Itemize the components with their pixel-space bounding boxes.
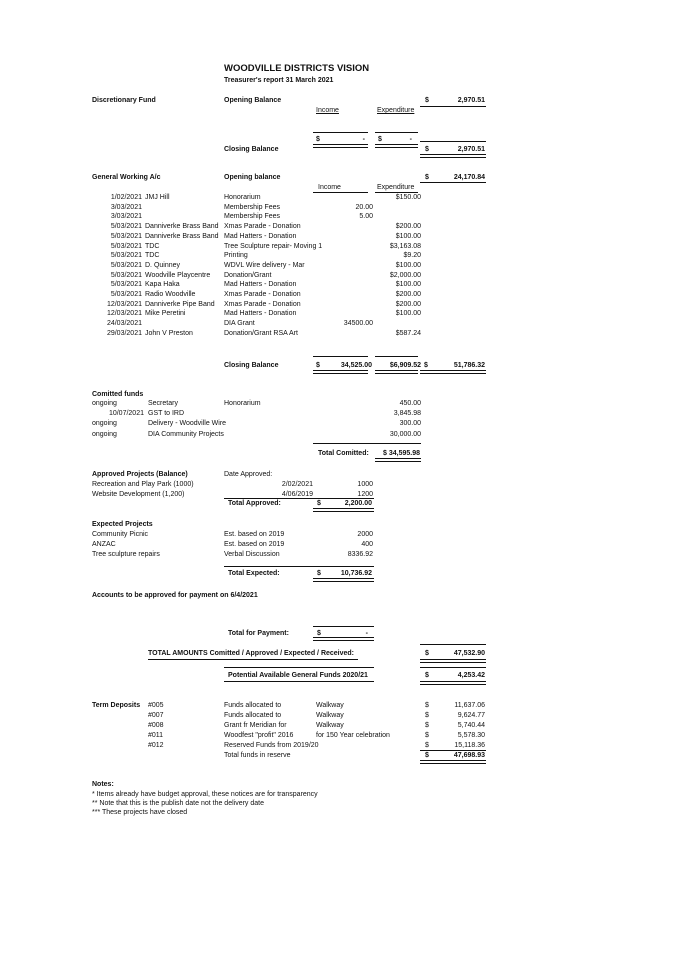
deposit-code: #007 [148, 712, 164, 719]
potential-value: 4,253.42 [457, 672, 485, 679]
expected-project: ANZAC [92, 541, 116, 548]
ledger-date: 12/03/2021 [106, 300, 142, 308]
divider [375, 132, 418, 133]
deposit-purpose: Walkway [316, 702, 344, 709]
divider [420, 370, 486, 374]
general-closing-income-currency: $ [316, 362, 320, 369]
ledger-expenditure: $100.00 [395, 232, 421, 240]
deposit-code: #011 [148, 732, 164, 739]
ledger-description: Xmas Parade - Donation [224, 223, 301, 231]
deposit-description: Woodfest "profit" 2016 [224, 732, 294, 739]
discretionary-closing-value: 2,970.51 [457, 146, 485, 153]
note-item: * Items already have budget approval, these notices are for transparency [92, 791, 318, 798]
ledger-description: Xmas Parade - Donation [224, 291, 301, 298]
approved-date-header: Date Approved: [224, 471, 273, 478]
ledger-expenditure: $587.24 [395, 329, 421, 337]
divider [375, 370, 418, 374]
general-closing-income: 34,525.00 [340, 362, 372, 369]
deposit-amount: 5,578.30 [457, 732, 485, 739]
expected-basis: Est. based on 2019 [224, 541, 285, 548]
deposit-currency: $ [425, 742, 429, 749]
ledger-date: 5/03/2021 [110, 223, 142, 231]
note-item: ** Note that this is the publish date not the delivery date [92, 800, 264, 807]
ledger-description: Mad Hatters - Donation [224, 281, 297, 289]
accounts-label: Accounts to be approved for payment on 6/4/2021 [92, 592, 258, 599]
deposit-currency: $ [425, 712, 429, 719]
ledger-date: 1/02/2021 [110, 194, 142, 201]
committed-when: ongoing [92, 420, 117, 428]
expected-basis: Est. based on 2019 [224, 531, 285, 538]
divider [375, 356, 418, 357]
deposit-code: #012 [148, 742, 164, 749]
divider [313, 578, 374, 582]
approved-date: 2/02/2021 [281, 481, 313, 488]
payment-total-label: Total for Payment: [228, 630, 289, 637]
discretionary-closing-label: Closing Balance [224, 146, 279, 153]
discretionary-opening-currency: $ [425, 97, 429, 104]
reserve-total-currency: $ [425, 752, 429, 759]
discretionary-closing-currency: $ [425, 146, 429, 153]
ledger-expenditure: $200.00 [395, 223, 421, 231]
ledger-date: 12/03/2021 [106, 310, 142, 318]
divider [420, 681, 486, 685]
ledger-expenditure: $200.00 [395, 300, 421, 308]
divider [313, 637, 374, 641]
general-opening-value: 24,170.84 [453, 174, 485, 181]
ledger-party: Radio Woodville [145, 291, 196, 298]
ledger-party: Kapa Haka [145, 281, 180, 289]
report-subtitle: Treasurer's report 31 March 2021 [224, 77, 334, 84]
note-item: *** These projects have closed [92, 809, 188, 816]
discretionary-label: Discretionary Fund [92, 97, 156, 104]
ledger-party: John V Preston [145, 329, 193, 337]
ledger-description: Mad Hatters - Donation [224, 232, 297, 240]
deposit-description: Grant fr Meridian for [224, 722, 287, 729]
committed-amount: 300.00 [399, 420, 421, 428]
discretionary-income-total: - [362, 136, 365, 143]
discretionary-income-currency: $ [316, 136, 320, 143]
approved-total-currency: $ [317, 500, 321, 507]
ledger-date: 5/03/2021 [110, 232, 142, 240]
deposit-amount: 11,637.06 [454, 702, 485, 709]
discretionary-opening-value: 2,970.51 [457, 97, 485, 104]
divider [224, 667, 374, 668]
payment-total-currency: $ [317, 630, 321, 637]
ledger-date: 5/03/2021 [110, 252, 142, 260]
ledger-description: Tree Sculpture repair- Moving 1 [224, 242, 323, 250]
ledger-expenditure: $9.20 [403, 252, 421, 260]
ledger-description: Mad Hatters - Donation [224, 310, 297, 318]
discretionary-expenditure-currency: $ [378, 136, 382, 143]
expected-amount: 8336.92 [347, 551, 373, 558]
committed-when: ongoing [92, 400, 117, 407]
ledger-description: Membership Fees [224, 203, 281, 211]
deposit-description: Funds allocated to [224, 702, 282, 709]
deposit-description: Funds allocated to [224, 712, 282, 719]
deposit-code: #008 [148, 722, 164, 729]
ledger-date: 5/03/2021 [110, 291, 142, 298]
expected-label: Expected Projects [92, 521, 153, 528]
general-closing-value: 51,786.32 [453, 362, 485, 369]
divider [313, 370, 368, 374]
deposit-description: Reserved Funds from 2019/20 [224, 742, 319, 749]
ledger-expenditure: $100.00 [395, 281, 421, 289]
ledger-income: 20.00 [355, 203, 373, 211]
potential-label: Potential Available General Funds 2020/21 [228, 672, 368, 679]
expected-total-currency: $ [317, 570, 321, 577]
ledger-description: WDVL Wire delivery - Mar [224, 261, 305, 269]
ledger-description: Xmas Parade - Donation [224, 300, 301, 308]
expected-basis: Verbal Discussion [224, 551, 280, 558]
approved-project: Recreation and Play Park (1000) [92, 481, 194, 488]
divider [420, 750, 486, 751]
deposit-purpose: for 150 Year celebration [316, 732, 390, 739]
discretionary-income-header: Income [316, 107, 339, 114]
divider [420, 667, 486, 668]
ledger-description: Donation/Grant [224, 271, 272, 279]
payment-total-value: - [365, 630, 368, 637]
approved-total-value: 2,200.00 [344, 500, 372, 507]
expected-project: Tree sculpture repairs [92, 551, 160, 558]
divider [375, 144, 418, 148]
total-amounts-currency: $ [425, 650, 429, 657]
deposit-purpose: Walkway [316, 712, 344, 719]
general-closing-label: Closing Balance [224, 362, 279, 369]
divider [420, 106, 486, 107]
general-closing-expenditure: $6,909.52 [389, 362, 421, 369]
deposit-amount: 9,624.77 [457, 712, 485, 719]
ledger-income: 34500.00 [343, 320, 373, 328]
divider [224, 681, 374, 682]
ledger-expenditure: $2,000.00 [389, 271, 421, 279]
general-income-header: Income [318, 184, 341, 191]
expected-total-label: Total Expected: [228, 570, 280, 577]
expected-amount: 400 [361, 541, 373, 548]
committed-amount: 30,000.00 [389, 430, 421, 438]
ledger-description: Membership Fees [224, 213, 281, 221]
committed-amount: 450.00 [399, 400, 421, 407]
ledger-party: TDC [145, 252, 160, 260]
divider [313, 626, 374, 627]
committed-when: 10/07/2021 [108, 410, 144, 418]
reserve-total-value: 47,698.93 [453, 752, 485, 759]
deposit-amount: 5,740.44 [457, 722, 485, 729]
ledger-party: Danniverke Brass Band [145, 232, 219, 240]
committed-item: GST to IRD [148, 410, 185, 418]
ledger-expenditure: $150.00 [395, 194, 421, 201]
deposit-purpose: Walkway [316, 722, 344, 729]
reserve-total-label: Total funds in reserve [224, 752, 291, 759]
approved-project: Website Development (1,200) [92, 491, 185, 498]
divider [313, 356, 368, 357]
ledger-expenditure: $100.00 [395, 261, 421, 269]
committed-when: ongoing [92, 430, 117, 438]
ledger-date: 29/03/2021 [106, 329, 142, 337]
divider [313, 132, 368, 133]
divider [420, 760, 486, 764]
ledger-expenditure: $100.00 [395, 310, 421, 318]
committed-description: Honorarium [224, 400, 261, 407]
divider [375, 458, 421, 462]
ledger-date: 5/03/2021 [110, 261, 142, 269]
approved-date: 4/06/2019 [281, 491, 313, 498]
committed-total-value: $ 34,595.98 [383, 450, 420, 457]
approved-amount: 1200 [357, 491, 373, 498]
general-opening-currency: $ [425, 174, 429, 181]
ledger-party: Woodville Playcentre [145, 271, 211, 279]
divider [148, 659, 358, 660]
ledger-date: 3/03/2021 [110, 213, 142, 221]
ledger-income: 5.00 [359, 213, 373, 221]
committed-label: Comitted funds [92, 391, 144, 398]
general-opening-label: Opening balance [224, 174, 281, 181]
ledger-party: TDC [145, 242, 160, 250]
committed-item: DIA Community Projects [148, 430, 224, 438]
ledger-date: 5/03/2021 [110, 281, 142, 289]
divider [420, 182, 486, 183]
general-expenditure-header: Expenditure [377, 184, 415, 191]
divider [420, 644, 486, 645]
divider [313, 443, 421, 444]
approved-total-label: Total Approved: [228, 500, 281, 507]
deposit-currency: $ [425, 702, 429, 709]
ledger-description: DIA Grant [224, 320, 255, 328]
divider [224, 566, 374, 567]
expected-amount: 2000 [357, 531, 373, 538]
term-deposits-label: Term Deposits [92, 702, 141, 709]
ledger-description: Honorarium [224, 194, 261, 201]
ledger-party: JMJ Hill [145, 194, 170, 201]
deposit-currency: $ [425, 732, 429, 739]
divider [313, 192, 368, 193]
report-title: WOODVILLE DISTRICTS VISION [224, 63, 370, 74]
ledger-description: Printing [224, 252, 248, 260]
committed-item: Secretary [148, 400, 178, 407]
divider [420, 659, 486, 663]
discretionary-expenditure-header: Expenditure [377, 107, 415, 114]
expected-total-value: 10,736.92 [340, 570, 372, 577]
ledger-party: D. Quinney [145, 261, 181, 269]
expected-project: Community Picnic [92, 531, 149, 538]
ledger-description: Donation/Grant RSA Art [224, 329, 298, 337]
discretionary-expenditure-total: - [409, 136, 412, 143]
general-label: General Working A/c [92, 174, 161, 181]
ledger-party: Mike Peretini [145, 310, 186, 318]
ledger-date: 5/03/2021 [110, 242, 142, 250]
potential-currency: $ [425, 672, 429, 679]
committed-amount: 3,845.98 [393, 410, 421, 418]
approved-label: Approved Projects (Balance) [92, 471, 188, 478]
ledger-party: Danniverke Brass Band [145, 223, 219, 231]
total-amounts-value: 47,532.90 [453, 650, 485, 657]
divider [420, 154, 486, 158]
ledger-date: 3/03/2021 [110, 203, 142, 211]
ledger-date: 5/03/2021 [110, 271, 142, 279]
ledger-date: 24/03/2021 [106, 320, 142, 328]
general-closing-currency: $ [424, 362, 428, 369]
ledger-expenditure: $200.00 [395, 291, 421, 298]
committed-item: Delivery - Woodville Wire [148, 420, 227, 428]
discretionary-opening-label: Opening Balance [224, 97, 282, 104]
deposit-currency: $ [425, 722, 429, 729]
ledger-expenditure: $3,163.08 [389, 242, 421, 250]
divider [313, 508, 374, 512]
total-amounts-label: TOTAL AMOUNTS Comitted / Approved / Expected / Received: [148, 650, 355, 657]
committed-total-label: Total Comitted: [318, 450, 369, 457]
deposit-code: #005 [148, 702, 164, 709]
approved-amount: 1000 [357, 481, 373, 488]
notes-label: Notes: [92, 781, 114, 788]
deposit-amount: 15,118.36 [454, 742, 485, 749]
divider [313, 144, 368, 148]
ledger-party: Danniverke Pipe Band [145, 300, 215, 308]
divider [420, 141, 486, 142]
